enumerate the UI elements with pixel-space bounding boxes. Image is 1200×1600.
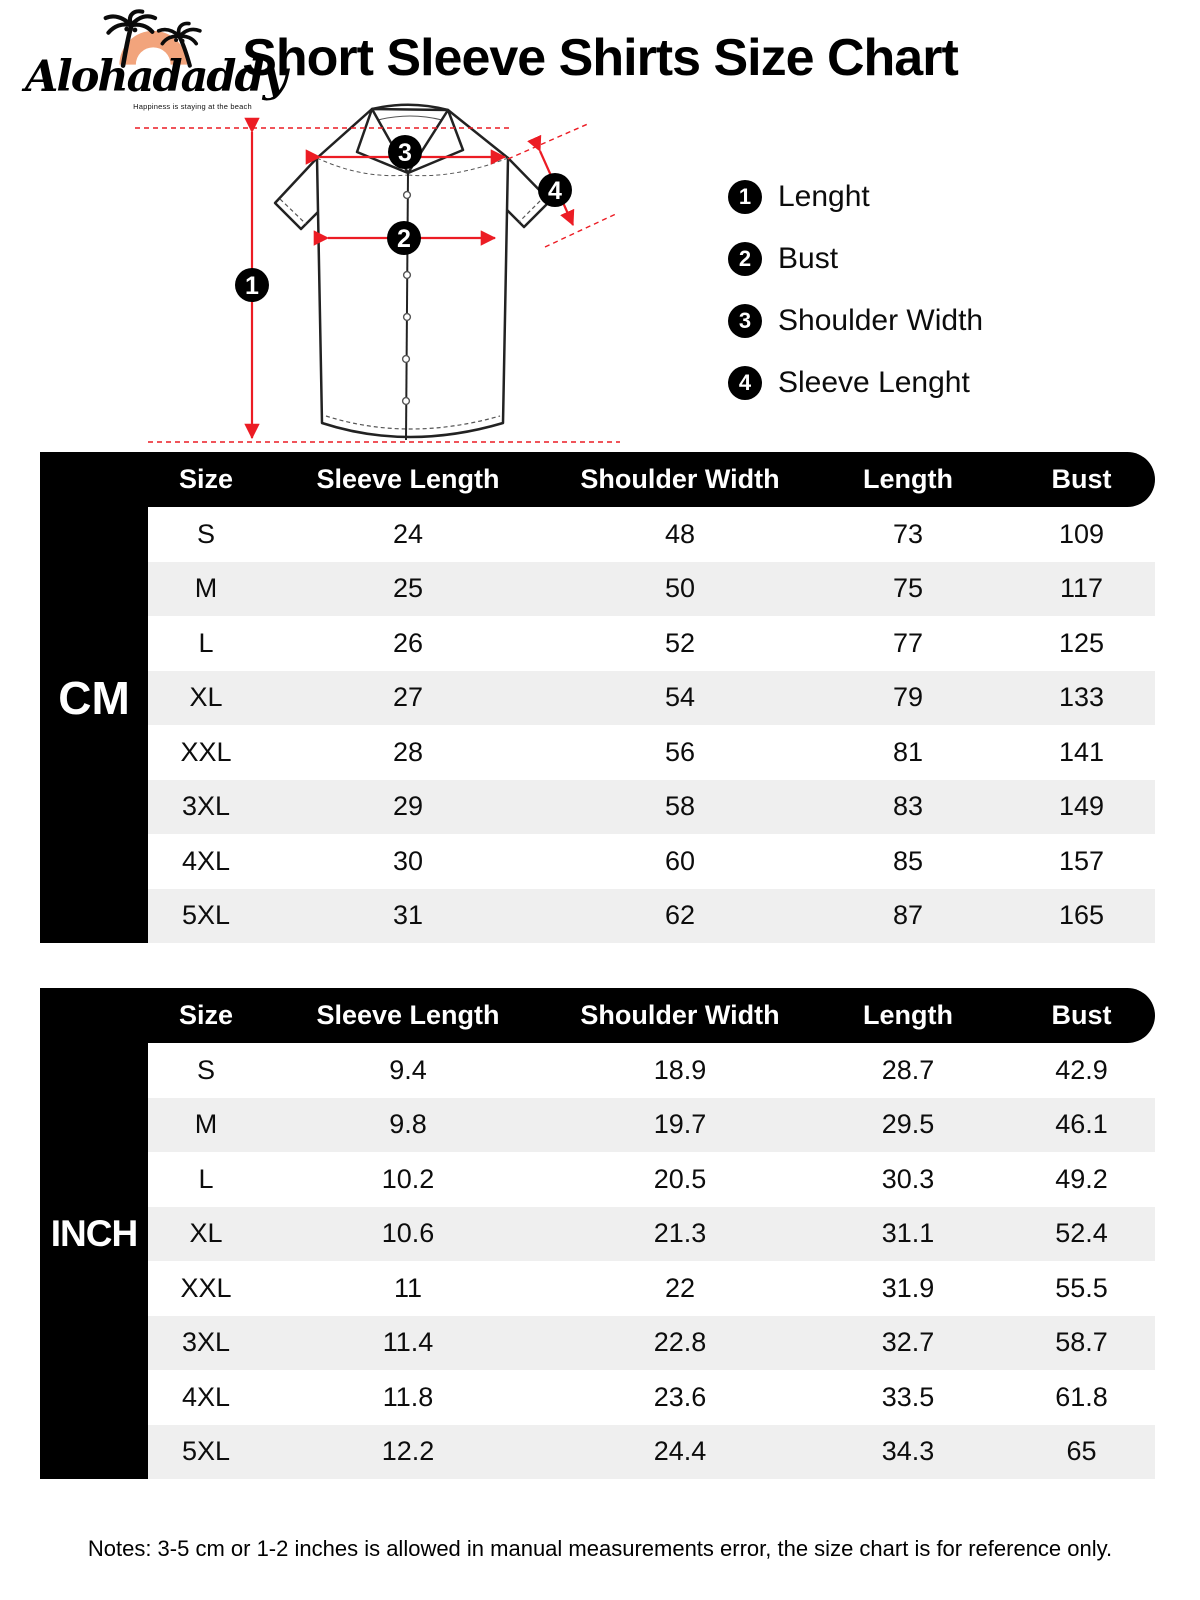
value-cell: 52	[664, 627, 696, 658]
shirt-measurement-diagram	[120, 95, 620, 450]
value-cell: 10.2	[381, 1163, 435, 1194]
legend-badge-4: 4	[728, 366, 762, 400]
value-cell: 165	[1058, 900, 1105, 931]
value-cell: 24.4	[653, 1436, 707, 1467]
size-cell: M	[194, 573, 218, 604]
legend-badge-3: 3	[728, 304, 762, 338]
measure-badge-sleeve	[538, 173, 572, 207]
measurement-legend	[728, 180, 983, 428]
value-cell: 79	[892, 682, 924, 713]
value-cell: 60	[664, 845, 696, 876]
table-row	[148, 1098, 1155, 1153]
value-cell: 50	[664, 573, 696, 604]
col-header-length: Length	[863, 1000, 953, 1030]
value-cell: 31.9	[881, 1272, 935, 1303]
value-cell: 29	[392, 791, 424, 822]
table-row	[148, 507, 1155, 562]
value-cell: 9.8	[389, 1109, 427, 1140]
legend-label: Shoulder Width	[778, 304, 984, 337]
size-table-inch	[40, 988, 1155, 1479]
table-row	[148, 671, 1155, 726]
value-cell: 54	[664, 682, 696, 713]
size-cell: L	[198, 1163, 214, 1194]
value-cell: 27	[392, 682, 424, 713]
value-cell: 133	[1058, 682, 1105, 713]
size-cell: XXL	[180, 1272, 232, 1303]
col-header-shoulder-width: Shoulder Width	[580, 464, 780, 494]
size-cell: XXL	[180, 736, 232, 767]
value-cell: 157	[1058, 845, 1105, 876]
value-cell: 18.9	[653, 1054, 707, 1085]
size-table-cm	[40, 452, 1155, 943]
table-header-bar	[40, 452, 1155, 507]
value-cell: 33.5	[881, 1381, 935, 1412]
value-cell: 22.8	[653, 1327, 707, 1358]
table-row	[148, 1152, 1155, 1207]
unit-label-inch: INCH	[40, 988, 148, 1479]
value-cell: 12.2	[381, 1436, 435, 1467]
value-cell: 58.7	[1055, 1327, 1108, 1358]
value-cell: 19.7	[653, 1109, 707, 1140]
sleeve-extension-line-top	[508, 123, 590, 159]
sleeve-extension-line-bottom	[545, 213, 618, 247]
legend-item-sleeve-length	[728, 366, 983, 400]
table-rows-cm	[148, 507, 1155, 943]
value-cell: 32.7	[881, 1327, 935, 1358]
value-cell: 23.6	[653, 1381, 707, 1412]
table-row	[148, 1261, 1155, 1316]
value-cell: 20.5	[653, 1163, 707, 1194]
value-cell: 11.4	[382, 1327, 434, 1358]
size-cell: 5XL	[181, 1436, 231, 1467]
value-cell: 22	[664, 1272, 696, 1303]
value-cell: 62	[664, 900, 696, 931]
table-row	[148, 834, 1155, 889]
table-row	[148, 1425, 1155, 1480]
size-cell: 3XL	[181, 791, 231, 822]
value-cell: 31.1	[881, 1218, 935, 1249]
value-cell: 9.4	[389, 1054, 427, 1085]
value-cell: 77	[892, 627, 924, 658]
col-header-shoulder-width: Shoulder Width	[580, 1000, 780, 1030]
col-header-length: Length	[863, 464, 953, 494]
svg-text:4: 4	[548, 177, 562, 205]
col-header-size: Size	[178, 1000, 234, 1030]
value-cell: 28	[392, 736, 424, 767]
measure-badge-shoulder	[388, 135, 422, 169]
value-cell: 48	[664, 518, 696, 549]
value-cell: 28.7	[881, 1054, 935, 1085]
size-cell: XL	[189, 1218, 223, 1249]
value-cell: 75	[892, 573, 924, 604]
measure-badge-length	[235, 268, 269, 302]
unit-label-cm: CM	[40, 452, 148, 943]
value-cell: 10.6	[381, 1218, 435, 1249]
value-cell: 55.5	[1055, 1272, 1108, 1303]
value-cell: 56	[664, 736, 696, 767]
value-cell: 81	[892, 736, 924, 767]
col-header-sleeve-length: Sleeve Length	[316, 464, 500, 494]
value-cell: 85	[892, 845, 924, 876]
table-row	[148, 616, 1155, 671]
table-rows-inch	[148, 1043, 1155, 1479]
value-cell: 11.8	[382, 1381, 434, 1412]
size-cell: 4XL	[181, 845, 231, 876]
brand-tagline: Happiness is staying at the beach	[133, 102, 252, 111]
legend-label: Lenght	[778, 180, 870, 213]
value-cell: 65	[1066, 1436, 1097, 1467]
value-cell: 117	[1059, 573, 1104, 604]
size-cell: 3XL	[181, 1327, 231, 1358]
svg-text:3: 3	[398, 139, 412, 167]
value-cell: 49.2	[1055, 1163, 1108, 1194]
legend-item-bust	[728, 242, 983, 276]
col-header-bust: Bust	[1051, 464, 1112, 494]
value-cell: 58	[664, 791, 696, 822]
legend-item-length	[728, 180, 983, 214]
measurement-note: Notes: 3-5 cm or 1-2 inches is allowed in manual measurements error, the size chart is for reference only.	[87, 1536, 1113, 1561]
value-cell: 24	[392, 518, 424, 549]
value-cell: 21.3	[653, 1218, 707, 1249]
table-row	[148, 889, 1155, 944]
page-title: Short Sleeve Shirts Size Chart	[242, 29, 958, 87]
value-cell: 31	[392, 900, 424, 931]
value-cell: 125	[1058, 627, 1105, 658]
legend-label: Bust	[778, 242, 839, 275]
col-header-size: Size	[178, 464, 234, 494]
value-cell: 83	[892, 791, 924, 822]
size-cell: XL	[189, 682, 223, 713]
table-header-bar	[40, 988, 1155, 1043]
legend-badge-1: 1	[728, 180, 762, 214]
value-cell: 61.8	[1055, 1381, 1108, 1412]
value-cell: 42.9	[1055, 1054, 1108, 1085]
table-row	[148, 1043, 1155, 1098]
value-cell: 141	[1058, 736, 1105, 767]
table-row	[148, 1207, 1155, 1262]
table-row	[148, 1370, 1155, 1425]
svg-text:2: 2	[397, 225, 411, 253]
legend-item-shoulder-width	[728, 304, 983, 338]
legend-label: Sleeve Lenght	[778, 366, 970, 399]
value-cell: 30.3	[881, 1163, 935, 1194]
value-cell: 73	[892, 518, 924, 549]
col-header-bust: Bust	[1051, 1000, 1112, 1030]
table-row	[148, 562, 1155, 617]
brand-name: Alohadaddy	[25, 52, 286, 102]
value-cell: 11	[393, 1272, 423, 1303]
table-row	[148, 780, 1155, 835]
measure-badge-bust	[387, 221, 421, 255]
size-cell: 5XL	[181, 900, 231, 931]
value-cell: 34.3	[881, 1436, 935, 1467]
value-cell: 26	[392, 627, 424, 658]
table-row	[148, 1316, 1155, 1371]
value-cell: 25	[392, 573, 424, 604]
value-cell: 30	[392, 845, 424, 876]
value-cell: 87	[892, 900, 924, 931]
size-cell: S	[196, 518, 215, 549]
table-row	[148, 725, 1155, 780]
value-cell: 46.1	[1055, 1109, 1108, 1140]
legend-badge-2: 2	[728, 242, 762, 276]
size-cell: S	[196, 1054, 215, 1085]
size-cell: 4XL	[181, 1381, 231, 1412]
value-cell: 149	[1058, 791, 1105, 822]
value-cell: 109	[1058, 518, 1105, 549]
svg-text:1: 1	[245, 272, 259, 300]
value-cell: 29.5	[881, 1109, 935, 1140]
size-cell: L	[198, 627, 214, 658]
col-header-sleeve-length: Sleeve Length	[316, 1000, 500, 1030]
value-cell: 52.4	[1055, 1218, 1108, 1249]
size-cell: M	[194, 1109, 218, 1140]
